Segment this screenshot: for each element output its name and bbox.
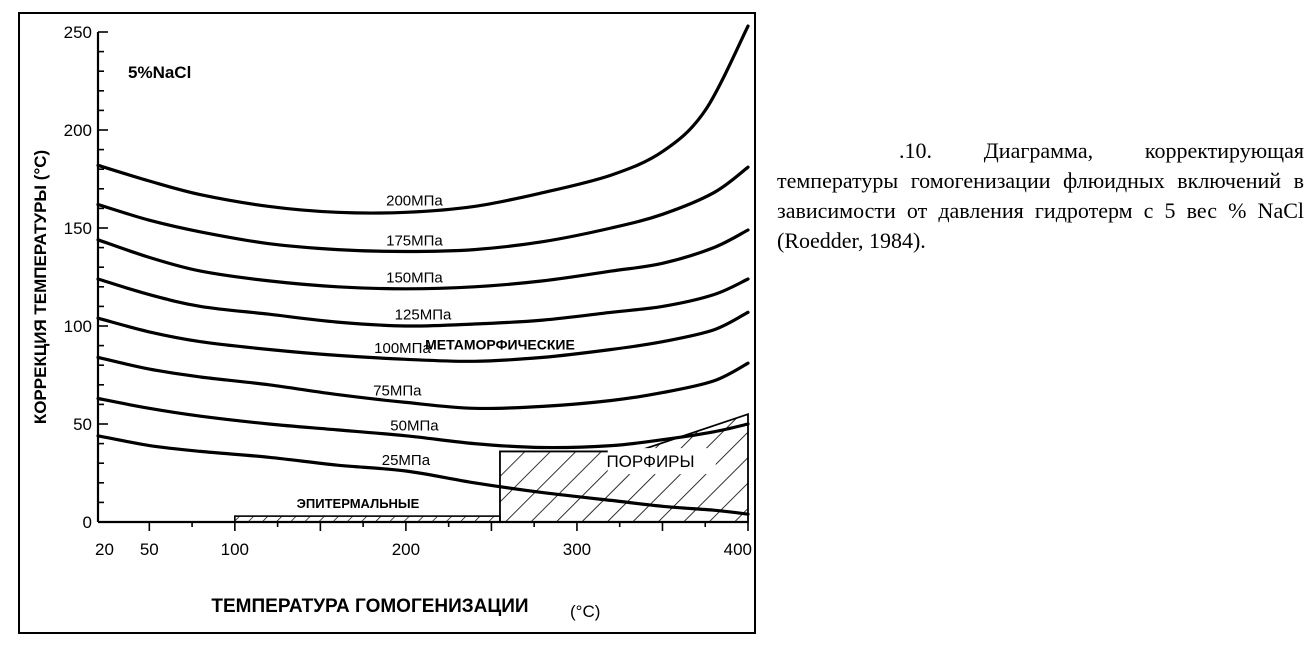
curve-label: 125МПа — [394, 306, 452, 324]
epithermal-region — [235, 516, 500, 522]
curve-label: 200МПа — [386, 192, 443, 210]
y-tick-label: 100 — [63, 317, 92, 336]
chart — [20, 14, 756, 634]
y-axis-title: КОРРЕКЦИЯ ТЕМПЕРАТУРЫ (°C) — [31, 149, 50, 425]
curve-label: 100МПа — [374, 340, 431, 358]
y-tick-label: 0 — [82, 513, 92, 532]
caption-text: .10. Диаграмма, корректирующая температуры гомогенизации флюидных включений в зависимости от давления гидротерм с 5 вес % NaCl (Roedder, 1984). — [777, 138, 1304, 253]
curve-label: 25МПа — [381, 452, 431, 470]
curve-label: 50МПа — [390, 417, 439, 435]
x-tick-label: 20 — [95, 540, 114, 559]
chart-frame — [18, 12, 756, 634]
y-tick-label: 150 — [63, 219, 92, 238]
x-tick-label: 200 — [391, 540, 421, 559]
x-tick-label: 50 — [139, 540, 159, 559]
y-tick-label: 50 — [73, 415, 92, 434]
x-tick-label: 300 — [562, 540, 592, 559]
labels — [31, 63, 716, 621]
figure-caption — [777, 136, 1304, 256]
x-axis-unit: (°C) — [570, 602, 601, 621]
y-tick-label: 200 — [63, 121, 92, 140]
x-axis-title: ТЕМПЕРАТУРА ГОМОГЕНИЗАЦИИ — [211, 596, 529, 617]
pressure-curve — [98, 26, 748, 213]
epithermal-label: ЭПИТЕРМАЛЬНЫЕ — [296, 496, 420, 512]
porphyry-label: ПОРФИРЫ — [606, 452, 695, 472]
curve-label: 175МПа — [386, 232, 443, 250]
metamorphic-label: МЕТАМОРФИЧЕСКИЕ — [425, 336, 575, 353]
x-tick-label: 100 — [220, 540, 250, 559]
salinity-label: 5%NaCl — [128, 63, 192, 82]
curve-label: 75МПа — [373, 382, 422, 400]
x-tick-label: 400 — [723, 540, 752, 559]
y-tick-label: 250 — [63, 23, 92, 42]
pressure-curve — [98, 357, 748, 408]
curve-label: 150МПа — [386, 269, 443, 287]
